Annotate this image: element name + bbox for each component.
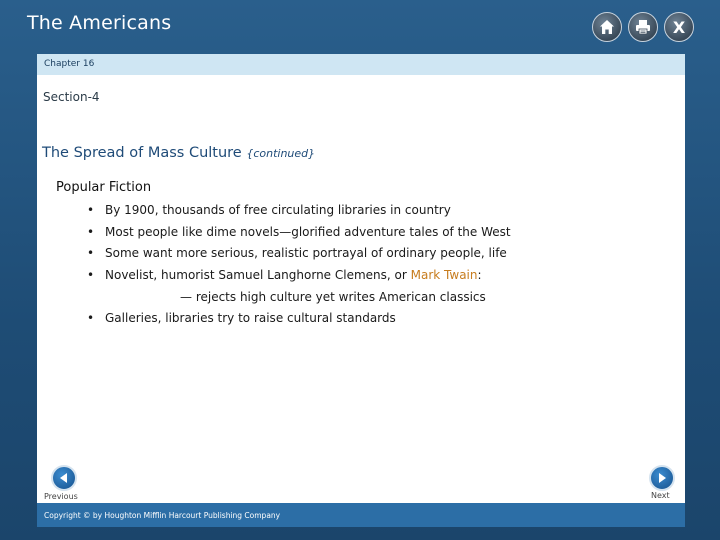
next-label[interactable]: Next (651, 491, 670, 500)
next-arrow-icon (656, 472, 668, 484)
list-item-text: By 1900, thousands of free circulating libraries in country (105, 203, 451, 217)
list-item (85, 201, 511, 223)
previous-arrow-icon (58, 472, 70, 484)
bullet-marker: • (87, 268, 95, 283)
list-item (85, 244, 511, 266)
list-item (85, 266, 511, 288)
previous-button[interactable] (51, 465, 77, 491)
slide-content (37, 75, 685, 503)
list-item-text: Galleries, libraries try to raise cultural standards (105, 311, 396, 326)
list-item-text: Novelist, humorist Samuel Langhorne Clemens, or (105, 268, 411, 283)
close-button[interactable] (664, 12, 694, 42)
copyright-text: Copyright © by Houghton Mifflin Harcourt Publishing Company (44, 511, 281, 520)
bullet-marker: • (87, 203, 95, 217)
chapter-label: Chapter 16 (44, 59, 95, 69)
previous-label[interactable]: Previous (44, 492, 78, 501)
home-icon (599, 19, 615, 35)
slide-heading: Popular Fiction (56, 180, 152, 195)
bullet-list (85, 201, 511, 331)
close-icon: X (672, 17, 686, 37)
sub-item-text: — rejects high culture yet writes American classics (180, 289, 486, 304)
slide-title-suffix: {continued} (246, 147, 316, 160)
slide-title (42, 145, 315, 161)
home-button[interactable] (592, 12, 622, 42)
next-button[interactable] (649, 465, 675, 491)
list-item (85, 309, 511, 331)
mark-twain-highlight: Mark Twain (410, 268, 478, 283)
list-item (85, 223, 511, 245)
top-toolbar (592, 12, 694, 42)
section-label: Section-4 (43, 90, 100, 104)
app-title: The Americans (27, 12, 172, 34)
sub-list-item (85, 288, 511, 310)
footer-bar (37, 503, 685, 527)
slide-title-text: The Spread of Mass Culture (42, 145, 242, 161)
list-item-text: Most people like dime novels—glorified adventure tales of the West (105, 224, 511, 239)
chapter-bar (37, 54, 685, 75)
bullet-marker: • (87, 311, 95, 326)
list-item-suffix: : (477, 268, 482, 283)
bullet-marker: • (87, 246, 95, 261)
bullet-marker: • (87, 224, 95, 239)
print-icon (635, 19, 651, 35)
print-button[interactable] (628, 12, 658, 42)
list-item-text: Some want more serious, realistic portrayal of ordinary people, life (105, 246, 507, 261)
